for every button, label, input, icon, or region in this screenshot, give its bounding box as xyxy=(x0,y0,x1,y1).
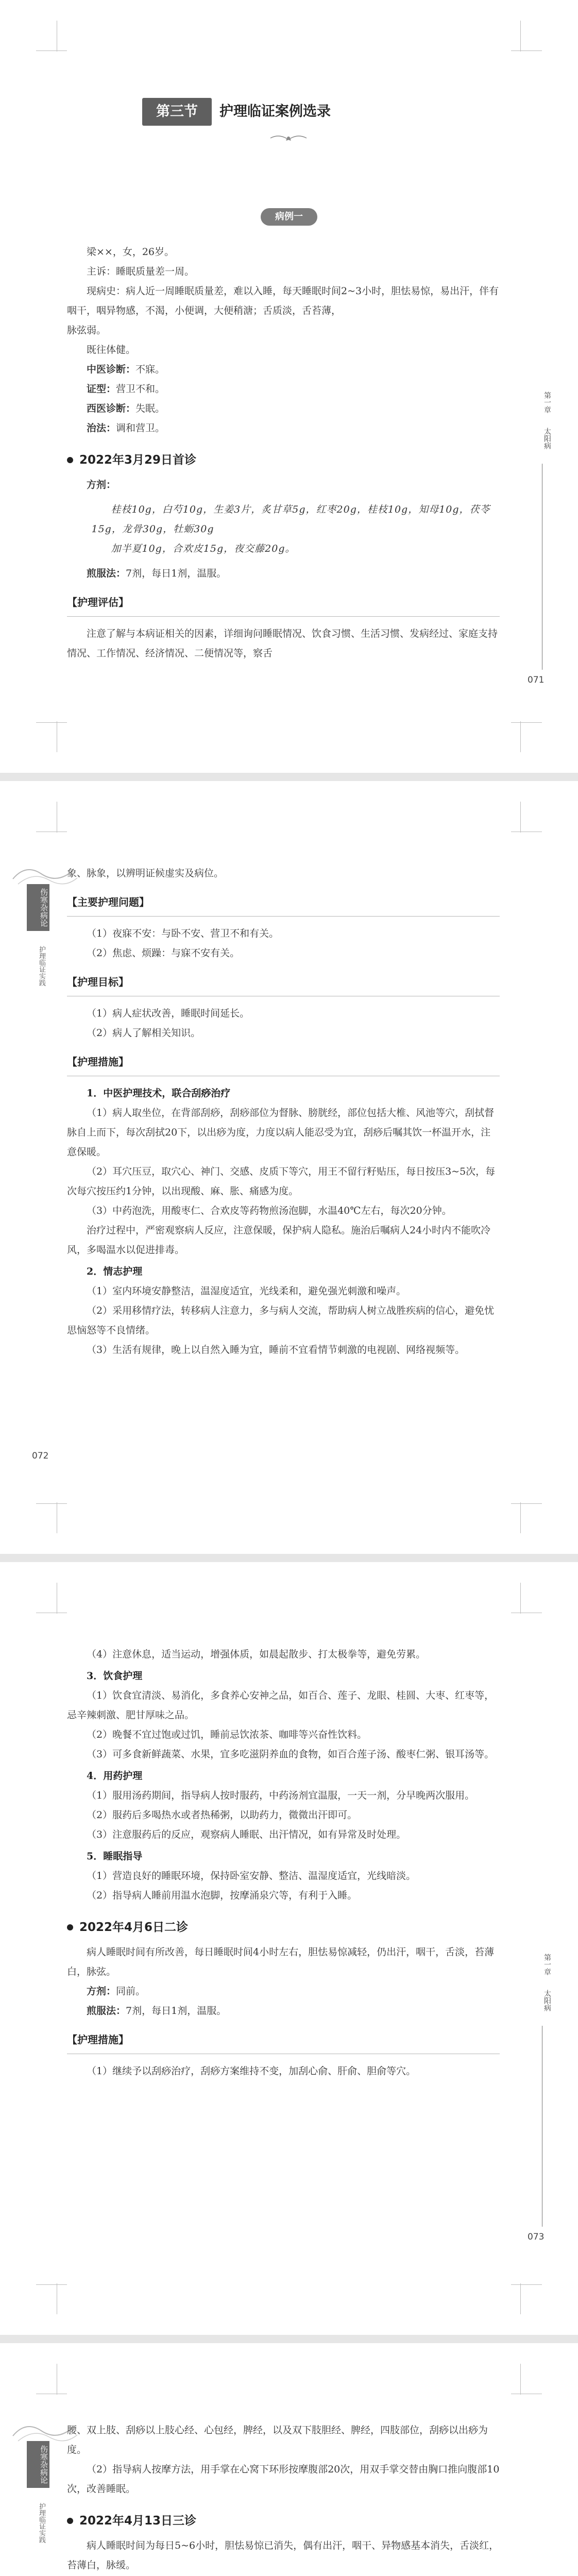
measure-4-c: （3）注意服药后的反应，观察病人睡眠、出汗情况，如有异常及时处理。 xyxy=(87,1829,406,1840)
visit3-heading xyxy=(67,2511,500,2531)
goal-2: （2）病人了解相关知识。 xyxy=(87,1027,201,1039)
measure-4-b: （2）服药后多喝热水或者热稀粥，以助药力，微微出汗即可。 xyxy=(87,1809,358,1821)
patient-line: 梁××，女，26岁。 xyxy=(87,246,175,258)
visit2-text: 病人睡眠时间有所改善，每日睡眠时间4小时左右，胆怯易惊减轻，仍出汗，咽干，舌淡，苔薄白，脉弦。 xyxy=(67,1946,495,1977)
section-title-text: 护理临证案例选录 xyxy=(219,104,331,120)
p4-lead: 腰、双上肢、刮痧以上肢心经、心包经，脾经，以及双下肢胆经、脾经，四肢部位，刮痧以出痧为度。 xyxy=(67,2425,488,2455)
usage-line xyxy=(67,564,500,583)
syndrome-value: 营卫不和。 xyxy=(116,383,165,395)
measure-1-c: （3）中药泡洗，用酸枣仁、合欢皮等药物煎汤泡脚，水温40℃左右，每次20分钟。 xyxy=(87,1205,452,1216)
book-title-tag: 伤寒杂病论 xyxy=(27,884,49,931)
visit3-text: 病人睡眠时间为每日5~6小时，胆怯易惊已消失，偶有出汗，咽干、异物感基本消失，舌淡红，苔薄白，脉缓。 xyxy=(67,2540,499,2571)
assess-heading: 【护理评估】 xyxy=(67,596,129,608)
measure-sub-5: 5．睡眠指导 xyxy=(87,1851,143,1862)
tcm-dx-value: 不寐。 xyxy=(135,364,165,375)
measure-sub-2: 2．情志护理 xyxy=(87,1266,143,1277)
tcm-dx-label: 中医诊断： xyxy=(87,364,136,375)
syndrome-label: 证型： xyxy=(87,383,116,395)
measure-2-d: （4）注意休息，适当运动，增强体质，如晨起散步、打太极拳等，避免劳累。 xyxy=(87,1649,426,1660)
history-line: 现病史：病人近一周睡眠质量差，难以入睡，每天睡眠时间2~3小时，胆怯易惊，易出汗，伴有咽干，咽异物感，不渴，小便调，大便稍溏；舌质淡，舌苔薄， xyxy=(67,285,499,316)
measure-4-a: （1）服用汤药期间，指导病人按时服药，中药汤剂宜温服，一天一剂，分早晚两次服用。 xyxy=(87,1790,475,1801)
visit3-date: 2022年4月13日三诊 xyxy=(79,2514,197,2528)
visit2-fang xyxy=(67,1981,500,2001)
measure-3-b: （2）晚餐不宜过饱或过饥，睡前忌饮浓茶、咖啡等兴奋性饮料。 xyxy=(87,1729,367,1740)
section-number-box: 第三节 xyxy=(142,98,212,126)
west-dx-label: 西医诊断： xyxy=(87,403,136,414)
measure-1-a: （1）病人取坐位，在背部刮痧，刮痧部位为督脉、膀胱经，部位包括大椎、风池等穴，刮拭督脉自上而下，每次刮拭20下，以出痧为度，力度以病人能忍受为宜，刮痧后嘱其饮一杯温开水，注意保暖。 xyxy=(67,1107,495,1158)
visit2-measure: （1）继续予以刮痧治疗，刮痧方案维持不变，加刮心俞、肝俞、胆俞等穴。 xyxy=(87,2065,416,2077)
page-4 xyxy=(0,2343,578,2576)
measure-2-a: （1）室内环境安静整洁，温湿度适宜，光线柔和，避免强光刺激和噪声。 xyxy=(87,1285,406,1297)
tcm-diagnosis xyxy=(67,360,500,379)
page-gap xyxy=(0,1554,578,1562)
ornament-icon xyxy=(268,133,309,143)
chapter-tag: 第一章 xyxy=(543,392,551,413)
fang-value: 同前。 xyxy=(116,1986,146,1997)
bullet-icon xyxy=(67,457,73,463)
treatment xyxy=(67,418,500,438)
p4-lead-2: （2）指导病人按摩方法，用手掌在心窝下环形按摩腹部20次，用双手掌交替由胸口推向腹部10次，改善睡眠。 xyxy=(67,2464,500,2495)
measure-3-a: （1）饮食宜清淡、易消化，多食养心安神之品，如百合、莲子、龙眼、桂圆、大枣、红枣等，忌辛辣刺激、肥甘厚味之品。 xyxy=(67,1690,495,1721)
problems-heading: 【主要护理问题】 xyxy=(67,896,149,908)
problem-1: （1）夜寐不安：与卧不安、营卫不和有关。 xyxy=(87,928,279,939)
usage-label: 煎服法： xyxy=(87,2005,126,2016)
page-number-72: 072 xyxy=(32,1451,49,1461)
visit1-date: 2022年3月29日首诊 xyxy=(79,453,197,467)
measure-2-c: （3）生活有规律，晚上以自然入睡为宜，睡前不宜看情节刺激的电视剧、网络视频等。 xyxy=(87,1344,465,1355)
goals-heading: 【护理目标】 xyxy=(67,976,129,988)
visit2-usage xyxy=(67,2001,500,2021)
west-dx-value: 失眠。 xyxy=(135,403,165,414)
chapter-name: 太阳病 xyxy=(543,1990,551,2011)
past-history: 既往体健。 xyxy=(87,344,136,355)
book-title-tag: 伤寒杂病论 xyxy=(27,2441,49,2488)
book-subtitle-tag: 护理临证实践 xyxy=(38,2503,45,2543)
goal-1: （1）病人症状改善，睡眠时间延长。 xyxy=(87,1008,250,1019)
measures-heading: 【护理措施】 xyxy=(67,1056,129,1068)
divider xyxy=(67,916,500,917)
western-diagnosis xyxy=(67,399,500,418)
bullet-icon xyxy=(67,1924,73,1930)
assess-text: 注意了解与本病证相关的因素，详细询问睡眠情况、饮食习惯、生活习惯、发病经过、家庭支持情况、工作情况、经济情况、二便情况等，察舌 xyxy=(67,628,498,659)
page1-body xyxy=(67,242,500,663)
fang-label: 方剂： xyxy=(87,479,116,490)
measure-1-b: （2）耳穴压豆，取穴心、神门、交感、皮质下等穴，用王不留行籽贴压，每日按压3~5次，每次每穴按压约1分钟，以出现酸、麻、胀、痛感为度。 xyxy=(67,1166,496,1197)
measure-sub-1: 1．中医护理技术，联合刮痧治疗 xyxy=(87,1088,231,1099)
page-gap xyxy=(0,773,578,781)
usage-label: 煎服法： xyxy=(87,568,126,579)
syndrome xyxy=(67,379,500,399)
fang-line xyxy=(67,475,500,495)
page-1 xyxy=(0,0,578,773)
page-3 xyxy=(0,1562,578,2335)
measure-5-b: （2）指导病人睡前用温水泡脚，按摩涌泉穴等，有利于入睡。 xyxy=(87,1890,358,1901)
measure-1-d: 治疗过程中，严密观察病人反应，注意保暖，保护病人隐私。施治后嘱病人24小时内不能吹冷风，多喝温水以促进排毒。 xyxy=(67,1225,491,1256)
recipe-line-2: 加半夏10g，合欢皮15g，夜交藤20g。 xyxy=(111,543,296,554)
fang-label: 方剂： xyxy=(87,1986,116,1997)
page-gap xyxy=(0,2335,578,2343)
measure-3-c: （3）可多食新鲜蔬菜、水果，宜多吃滋阴养血的食物，如百合莲子汤、酸枣仁粥、银耳汤等。 xyxy=(87,1749,495,1760)
problem-2: （2）焦虑、烦躁：与寐不安有关。 xyxy=(87,947,240,959)
divider xyxy=(67,616,500,617)
usage-value: 7剂，每日1剂，温服。 xyxy=(126,2005,227,2016)
chapter-tag: 第一章 xyxy=(543,1954,551,1975)
complaint-line: 主诉：睡眠质量差一周。 xyxy=(87,266,195,277)
page-number-71: 071 xyxy=(528,675,545,685)
measure-5-a: （1）营造良好的睡眠环境，保持卧室安静、整洁、温湿度适宜，光线暗淡。 xyxy=(87,1870,416,1882)
page2-body xyxy=(67,863,500,1360)
treat-value: 调和营卫。 xyxy=(116,422,165,434)
page3-body xyxy=(67,1645,500,2081)
measure-sub-3: 3．饮食护理 xyxy=(87,1670,143,1682)
measure-2-b: （2）采用移情疗法，转移病人注意力，多与病人交流，帮助病人树立战胜疾病的信心，避免忧思恼怒等不良情绪。 xyxy=(67,1305,495,1336)
visit2-date: 2022年4月6日二诊 xyxy=(79,1921,189,1934)
pulse-line: 脉弦弱。 xyxy=(67,325,107,336)
visit1-heading xyxy=(67,450,500,470)
measures-heading-2: 【护理措施】 xyxy=(67,2033,129,2046)
treat-label: 治法： xyxy=(87,422,116,434)
case-badge: 病例一 xyxy=(261,208,317,226)
book-subtitle-tag: 护理临证实践 xyxy=(38,946,45,986)
chapter-name: 太阳病 xyxy=(543,428,551,449)
measure-sub-4: 4．用药护理 xyxy=(87,1770,143,1782)
page-2 xyxy=(0,781,578,1554)
recipe-line-1: 桂枝10g，白芍10g，生姜3片，炙甘草5g，红枣20g，桂枝10g，知母10g，茯苓15g，龙骨30g，牡蛎30g xyxy=(91,504,490,535)
bullet-icon xyxy=(67,2518,73,2524)
p2-lead: 象、脉象，以辨明证候虚实及病位。 xyxy=(67,868,224,879)
visit2-heading xyxy=(67,1918,500,1937)
page4-body xyxy=(67,2420,500,2576)
page-number-73: 073 xyxy=(528,2232,545,2242)
section-title xyxy=(142,98,436,126)
usage-value: 7剂，每日1剂，温服。 xyxy=(126,568,227,579)
